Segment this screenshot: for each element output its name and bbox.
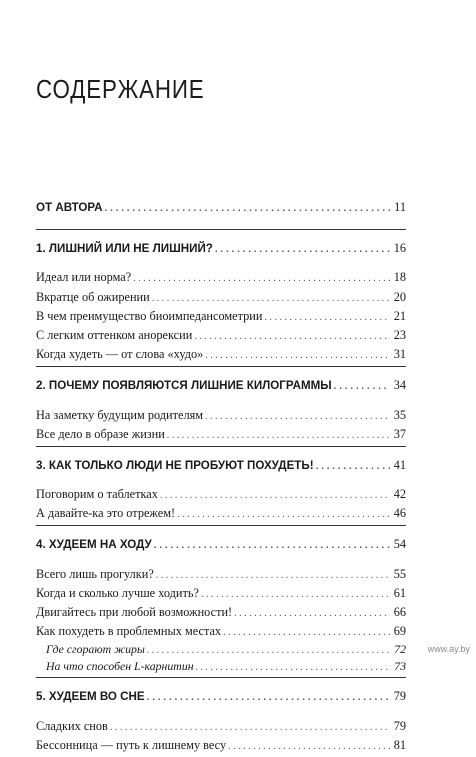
toc-heading-label: 2. ПОЧЕМУ ПОЯВЛЯЮТСЯ ЛИШНИЕ КИЛОГРАММЫ xyxy=(36,379,332,393)
leader-dots xyxy=(264,308,390,327)
toc-entry-row xyxy=(36,288,406,307)
watermark: www.ay.by xyxy=(427,644,470,654)
leader-dots xyxy=(228,737,390,756)
leader-dots xyxy=(154,536,390,555)
toc-subentry-row xyxy=(36,641,406,658)
toc-page-number: 79 xyxy=(393,689,406,704)
leader-dots xyxy=(167,426,390,445)
leader-dots xyxy=(196,659,390,676)
toc-entry-row xyxy=(36,345,406,364)
toc-entry-label: Всего лишь прогулки? xyxy=(36,566,154,581)
toc-heading-label: 3. КАК ТОЛЬКО ЛЮДИ НЕ ПРОБУЮТ ПОХУДЕТЬ! xyxy=(36,458,314,472)
toc-page-number: 21 xyxy=(393,308,406,323)
table-of-contents xyxy=(36,198,406,757)
toc-entry-row xyxy=(36,268,406,287)
leader-dots xyxy=(160,486,390,505)
leader-dots xyxy=(316,457,390,476)
toc-section xyxy=(36,198,406,229)
toc-heading-label: ОТ АВТОРА xyxy=(36,201,103,214)
leader-dots xyxy=(133,269,390,288)
toc-entry-label: Когда и сколько лучше ходить? xyxy=(36,585,199,600)
toc-page-number: 35 xyxy=(393,407,406,422)
toc-entry-row xyxy=(36,504,406,523)
toc-page-number: 61 xyxy=(393,585,406,600)
toc-section xyxy=(36,229,406,366)
toc-section xyxy=(36,446,406,526)
toc-page-number: 37 xyxy=(393,426,406,441)
toc-page-number: 46 xyxy=(393,506,406,521)
toc-entry-label: Вкратце об ожирении xyxy=(36,289,150,304)
toc-entry-row xyxy=(36,425,406,444)
leader-dots xyxy=(205,407,390,426)
toc-entry-label: Как похудеть в проблемных местах xyxy=(36,624,222,639)
toc-subentry-label: На что способен L-карнитин xyxy=(46,659,194,674)
toc-entry-row xyxy=(36,326,406,345)
toc-entry-row xyxy=(36,485,406,504)
toc-entry-label: Идеал или норма? xyxy=(36,270,132,285)
toc-heading-row xyxy=(36,687,406,706)
toc-subentry-row xyxy=(36,658,406,675)
toc-page-number: 66 xyxy=(393,605,406,619)
toc-page-number: 31 xyxy=(393,347,406,362)
leader-dots xyxy=(147,642,390,659)
toc-page-number: 54 xyxy=(393,537,406,552)
toc-page-number: 34 xyxy=(393,378,406,393)
toc-section xyxy=(36,366,406,446)
toc-entry-label: Бессонница — путь к лишнему весу xyxy=(36,737,227,752)
toc-page-number: 55 xyxy=(393,566,406,581)
toc-heading-row xyxy=(36,376,406,395)
toc-heading-label: 1. ЛИШНИЙ ИЛИ НЕ ЛИШНИЙ? xyxy=(36,242,213,256)
toc-entry-label: Поговорим о таблетках xyxy=(36,487,158,502)
toc-entry-row xyxy=(36,736,406,755)
toc-entry-row xyxy=(36,622,406,641)
toc-page-number: 69 xyxy=(393,624,406,639)
leader-dots xyxy=(152,289,390,308)
toc-section xyxy=(36,677,406,757)
toc-heading-row xyxy=(36,456,406,475)
toc-page-number: 23 xyxy=(393,327,406,342)
toc-entry-label: Двигайтесь при любой возможности! xyxy=(36,605,233,619)
toc-entry-label: На заметку будущим родителям xyxy=(36,407,204,422)
leader-dots xyxy=(215,240,390,259)
toc-entry-label: В чем преимущество биоимпедансометрии xyxy=(36,308,263,323)
toc-heading-label: 5. ХУДЕЕМ ВО СНЕ xyxy=(36,690,145,704)
leader-dots xyxy=(201,585,390,604)
toc-entry-label: Когда худеть — от слова «худо» xyxy=(36,347,204,362)
toc-entry-row xyxy=(36,584,406,603)
toc-subentry-label: Где сгорают жиры xyxy=(46,642,145,657)
leader-dots xyxy=(194,327,390,346)
toc-entry-row xyxy=(36,565,406,584)
toc-page-number: 79 xyxy=(393,718,406,733)
toc-entry-row xyxy=(36,603,406,622)
leader-dots xyxy=(234,604,390,623)
toc-page-number: 81 xyxy=(393,737,406,752)
toc-page-number: 20 xyxy=(393,289,406,304)
toc-page-number: 16 xyxy=(393,241,406,256)
toc-section xyxy=(36,525,406,677)
toc-entry-row xyxy=(36,717,406,736)
toc-entry-row xyxy=(36,307,406,326)
leader-dots xyxy=(334,377,390,396)
leader-dots xyxy=(110,718,390,737)
toc-heading-row xyxy=(36,198,406,217)
toc-entry-label: Сладких снов xyxy=(36,718,108,733)
toc-entry-label: А давайте-ка это отрежем! xyxy=(36,506,176,521)
toc-page-number: 41 xyxy=(393,457,406,472)
toc-entry-row xyxy=(36,406,406,425)
leader-dots xyxy=(205,346,390,365)
leader-dots xyxy=(156,566,390,585)
toc-heading-row xyxy=(36,535,406,554)
toc-page-number: 18 xyxy=(393,270,406,285)
toc-heading-label: 4. ХУДЕЕМ НА ХОДУ xyxy=(36,538,152,552)
page-title: СОДЕРЖАНИЕ xyxy=(36,74,205,104)
leader-dots xyxy=(223,623,390,642)
toc-page-number: 42 xyxy=(393,487,406,502)
toc-page-number: 11 xyxy=(394,200,406,214)
toc-page-number: 72 xyxy=(394,642,406,657)
leader-dots xyxy=(177,505,390,524)
leader-dots xyxy=(105,199,390,218)
toc-heading-row xyxy=(36,239,406,258)
toc-entry-label: С легким оттенком анорексии xyxy=(36,327,193,342)
toc-entry-label: Все дело в образе жизни xyxy=(36,426,165,441)
leader-dots xyxy=(147,688,390,707)
toc-page-number: 73 xyxy=(394,659,406,674)
